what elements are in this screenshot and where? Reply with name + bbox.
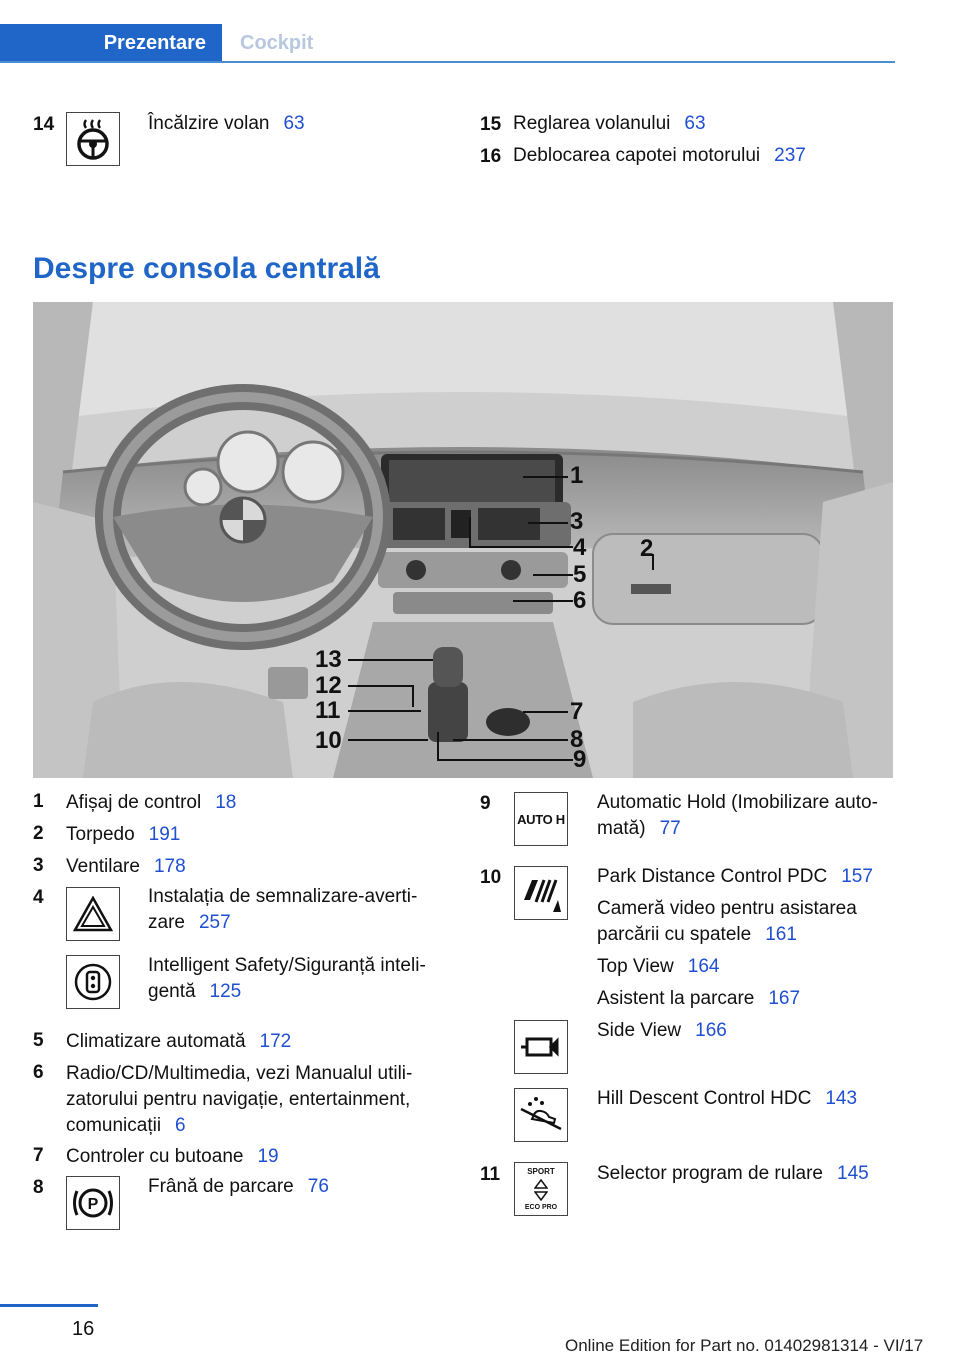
item-9-text <box>597 790 878 842</box>
item-label: Ventilare <box>66 856 140 877</box>
page-link[interactable]: 145 <box>837 1163 869 1184</box>
item-label: Side View <box>597 1020 682 1041</box>
item-label-line: comunicații <box>66 1115 162 1136</box>
callout-4: 4 <box>573 534 587 561</box>
callout-9: 9 <box>573 746 587 773</box>
page-link[interactable]: 257 <box>198 912 231 933</box>
item-number: 5 <box>33 1030 44 1051</box>
item-number: 3 <box>33 855 44 876</box>
item-number: 8 <box>33 1177 44 1198</box>
header-tabs <box>0 24 895 62</box>
list-item <box>33 1061 412 1139</box>
item-label: Park Distance Control PDC <box>597 866 828 887</box>
item-10e-text <box>597 1018 727 1044</box>
page-link[interactable]: 161 <box>765 924 797 945</box>
item-number: 11 <box>480 1164 501 1185</box>
heated-steering-wheel-icon <box>66 112 120 166</box>
page-link[interactable]: 178 <box>153 856 186 877</box>
item-4-text <box>148 884 417 936</box>
item-label-line: Automatic Hold (Imobilizare auto- <box>597 792 878 813</box>
item-number: 6 <box>33 1062 44 1083</box>
list-item <box>33 822 180 848</box>
item-label-line: gentă <box>148 981 196 1002</box>
eco-pro-label: ECO PRO <box>524 1204 558 1211</box>
item-number: 4 <box>33 887 44 908</box>
footer-rule <box>0 1304 98 1307</box>
list-item <box>33 854 186 880</box>
item-label-line: Intelligent Safety/Siguranță inteli- <box>148 955 426 976</box>
item-label: Frână de parcare <box>148 1176 294 1197</box>
item-number: 16 <box>480 146 502 167</box>
item-label-line: Radio/CD/Multimedia, vezi Manualul utili- <box>66 1063 413 1084</box>
section-title: Despre consola centrală <box>33 252 380 285</box>
callout-12: 12 <box>315 672 342 699</box>
item-10d-text <box>597 986 800 1012</box>
item-label: Reglarea volanului <box>513 113 671 134</box>
list-item <box>33 886 44 910</box>
list-item <box>33 113 54 137</box>
list-item <box>480 866 501 890</box>
item-10-text <box>597 864 873 890</box>
page-link[interactable]: 63 <box>684 113 706 134</box>
item-10c-text <box>597 954 719 980</box>
item-number: 9 <box>480 793 491 814</box>
page-link[interactable]: 76 <box>307 1176 329 1197</box>
tab-cockpit[interactable] <box>222 24 313 62</box>
page-link[interactable]: 18 <box>215 792 237 813</box>
page-link[interactable]: 19 <box>257 1146 279 1167</box>
item-number: 14 <box>33 114 55 135</box>
item-label: Controler cu butoane <box>66 1146 244 1167</box>
item-label: Deblocarea capotei motorului <box>513 145 761 166</box>
callout-5: 5 <box>573 561 587 588</box>
callout-11: 11 <box>315 697 341 724</box>
page-link[interactable]: 164 <box>687 956 720 977</box>
callout-3: 3 <box>570 508 584 535</box>
item-label: Afișaj de control <box>66 792 202 813</box>
callout-1: 1 <box>570 462 584 489</box>
page-link[interactable]: 143 <box>825 1088 858 1109</box>
item-label: Torpedo <box>66 824 135 845</box>
hill-descent-icon <box>514 1088 568 1142</box>
callout-2: 2 <box>640 535 654 562</box>
item-label: Climatizare automată <box>66 1031 246 1052</box>
item-6-text <box>66 1061 412 1139</box>
item-8-text <box>148 1174 329 1200</box>
item-number: 10 <box>480 867 502 888</box>
tab-prezentare-label: Prezentare <box>103 31 206 54</box>
page-link[interactable]: 237 <box>774 145 806 166</box>
item-10f-text <box>597 1086 857 1112</box>
item-label-line: parcării cu spatele <box>597 924 752 945</box>
callout-6: 6 <box>573 587 587 614</box>
page-link[interactable]: 172 <box>259 1031 292 1052</box>
edition-note: Online Edition for Part no. 01402981314 - VI/17 <box>565 1336 924 1355</box>
item-11-text <box>597 1161 869 1187</box>
page-link[interactable]: 125 <box>209 981 242 1002</box>
page-link[interactable]: 191 <box>148 824 181 845</box>
list-item <box>480 792 491 816</box>
sport-label: SPORT <box>527 1167 555 1176</box>
item-4b-text <box>148 953 426 1005</box>
list-item <box>480 1163 500 1187</box>
item-number: 15 <box>480 114 502 135</box>
item-label: Hill Descent Control HDC <box>597 1088 812 1109</box>
auto-hold-icon <box>514 792 568 846</box>
parking-brake-icon <box>66 1176 120 1230</box>
list-item <box>33 790 236 816</box>
page-link[interactable]: 77 <box>659 818 681 839</box>
list-item <box>480 145 501 169</box>
callout-8: 8 <box>570 726 584 753</box>
side-view-camera-icon <box>514 1020 568 1074</box>
item-label-line: mată) <box>597 818 646 839</box>
list-item <box>33 1029 291 1055</box>
item-label: Asistent la parcare <box>597 988 755 1009</box>
pdc-icon <box>514 866 568 920</box>
item-10b-text <box>597 896 857 948</box>
page-link[interactable]: 63 <box>283 113 305 134</box>
tab-cockpit-label: Cockpit <box>240 31 314 54</box>
page-number: 16 <box>72 1318 95 1340</box>
item-label: Selector program de rulare <box>597 1163 823 1184</box>
item-number: 7 <box>33 1145 44 1166</box>
item-number: 2 <box>33 823 44 844</box>
driving-mode-selector-icon <box>514 1162 568 1216</box>
header-rule <box>0 61 895 63</box>
page-link[interactable]: 6 <box>175 1115 186 1136</box>
intelligent-safety-icon <box>66 955 120 1009</box>
item-label-line: zare <box>148 912 185 933</box>
item-15-text <box>513 111 706 137</box>
auto-hold-icon-text: AUTO H <box>517 811 565 827</box>
item-label-line: Cameră video pentru asistarea <box>597 898 857 919</box>
callout-7: 7 <box>570 698 584 725</box>
tab-prezentare[interactable] <box>0 24 222 62</box>
hazard-warning-icon <box>66 887 120 941</box>
svg-text:P: P <box>87 1196 99 1213</box>
item-16-text <box>513 143 806 169</box>
item-label: Încălzire volan <box>148 113 270 134</box>
list-item <box>33 1176 44 1200</box>
item-label-line: zatorului pentru navigație, entertainment, <box>66 1089 411 1110</box>
item-label-line: Instalația de semnalizare-averti- <box>148 886 418 907</box>
item-14-text <box>148 111 305 137</box>
item-label: Top View <box>597 956 674 977</box>
callout-13: 13 <box>315 646 342 673</box>
callout-10: 10 <box>315 727 342 754</box>
page-link[interactable]: 157 <box>841 866 873 887</box>
page-link[interactable]: 166 <box>695 1020 727 1041</box>
item-number: 1 <box>33 791 44 812</box>
list-item <box>33 1144 279 1170</box>
page-link[interactable]: 167 <box>768 988 801 1009</box>
list-item <box>480 113 501 137</box>
cockpit-illustration <box>33 302 893 778</box>
